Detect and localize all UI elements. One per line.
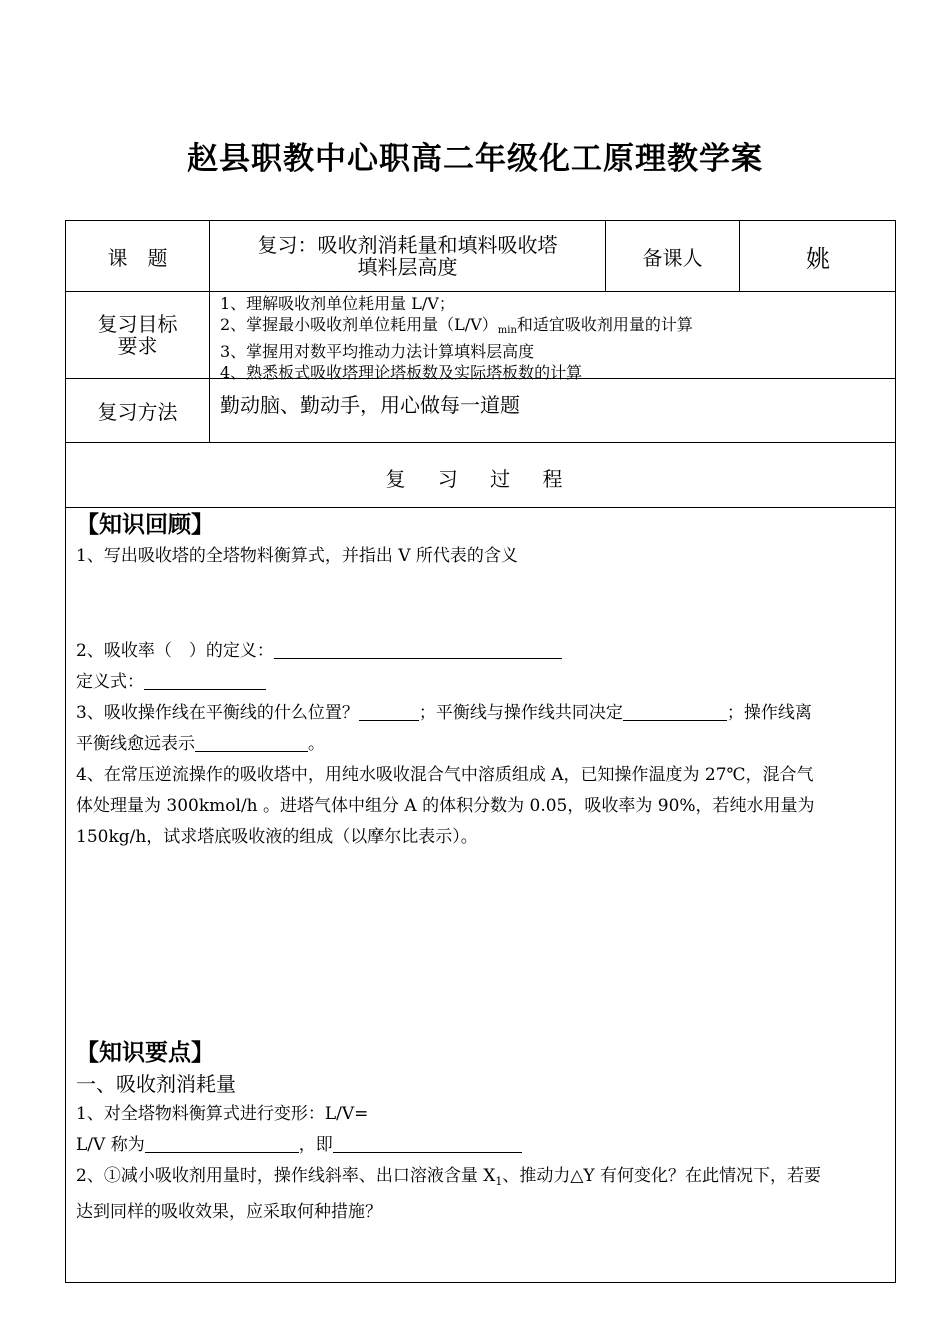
review-heading: 【知识回顾】 xyxy=(76,512,214,538)
answer-blank[interactable] xyxy=(144,670,266,690)
goal-item-4: 4、熟悉板式吸收塔理论塔板数及实际塔板数的计算 xyxy=(220,363,583,382)
row-divider xyxy=(66,507,895,508)
topic-line-1: 复习：吸收剂消耗量和填料吸收塔 xyxy=(257,233,558,257)
topic-label: 课 题 xyxy=(107,245,168,270)
goals-label xyxy=(66,292,209,378)
answer-blank[interactable] xyxy=(274,639,562,659)
goal-item-1: 1、理解吸收剂单位耗用量 L/V； xyxy=(220,294,455,313)
answer-blank[interactable] xyxy=(333,1133,522,1153)
preparer-name: 姚 xyxy=(806,244,830,273)
lesson-plan-table xyxy=(65,220,896,1283)
goals-label-line-2: 要求 xyxy=(117,334,158,358)
page-title: 赵县职教中心职高二年级化工原理教学案 xyxy=(187,141,763,177)
answer-blank[interactable] xyxy=(359,701,419,721)
answer-blank[interactable] xyxy=(195,732,308,752)
key-point-3: 2、①减小吸收剂用量时，操作线斜率、出口溶液含量 $X_1$、推动力△Y 有何变化？在此情况下，若要 xyxy=(76,1166,822,1188)
key-points-section xyxy=(76,1037,888,1228)
topic-cell xyxy=(210,221,605,291)
review-questions xyxy=(76,636,888,853)
row-divider xyxy=(66,442,895,443)
method-text: 勤动脑、勤动手，用心做每一道题 xyxy=(220,393,520,417)
key-point-1: 1、对全塔物料衡算式进行变形：L/V= xyxy=(76,1104,369,1124)
goals-list xyxy=(220,293,693,383)
topic-line-2: 填料层高度 xyxy=(357,255,458,279)
process-heading: 复 习 过 程 xyxy=(385,467,576,491)
key-points-section-1: 一、吸收剂消耗量 xyxy=(76,1072,236,1096)
method-label: 复习方法 xyxy=(97,400,178,424)
goals-label-line-1: 复习目标 xyxy=(97,312,178,336)
key-points-heading: 【知识要点】 xyxy=(76,1040,214,1066)
review-section xyxy=(76,509,888,572)
key-point-2: L/V 称为 ，即 xyxy=(76,1130,888,1161)
goal-item-3: 3、掌握用对数平均推动力法计算填料层高度 xyxy=(220,342,535,361)
review-question-2-formula: 定义式： xyxy=(76,667,888,698)
review-question-3: 3、吸收操作线在平衡线的什么位置？ ；平衡线与操作线共同决定 ；操作线离 xyxy=(76,703,812,723)
review-question-3-cont: 平衡线愈远表示 。 xyxy=(76,734,325,754)
goal-item-2: 2、掌握最小吸收剂单位耗用量$(L/V)_{min}$和适宜吸收剂用量的计算 xyxy=(220,315,693,336)
review-question-4-line-1: 4、在常压逆流操作的吸收塔中，用纯水吸收混合气中溶质组成 A，已知操作温度为 27℃，混合气 xyxy=(76,765,814,785)
preparer-label: 备课人 xyxy=(642,245,703,270)
review-question-1: 1、写出吸收塔的全塔物料衡算式，并指出 V 所代表的含义 xyxy=(76,546,518,566)
review-question-2: 2、吸收率（ ）的定义： xyxy=(76,636,888,667)
answer-blank[interactable] xyxy=(145,1133,299,1153)
review-question-4-line-3: 150kg/h，试求塔底吸收液的组成（以摩尔比表示）。 xyxy=(76,827,478,847)
review-question-4-line-2: 体处理量为 300kmol/h 。进塔气体中组分 A 的体积分数为 0.05，吸收率为 90%，若纯水用量为 xyxy=(76,796,815,816)
answer-blank[interactable] xyxy=(623,701,727,721)
key-point-3-cont: 达到同样的吸收效果，应采取何种措施？ xyxy=(76,1202,382,1222)
